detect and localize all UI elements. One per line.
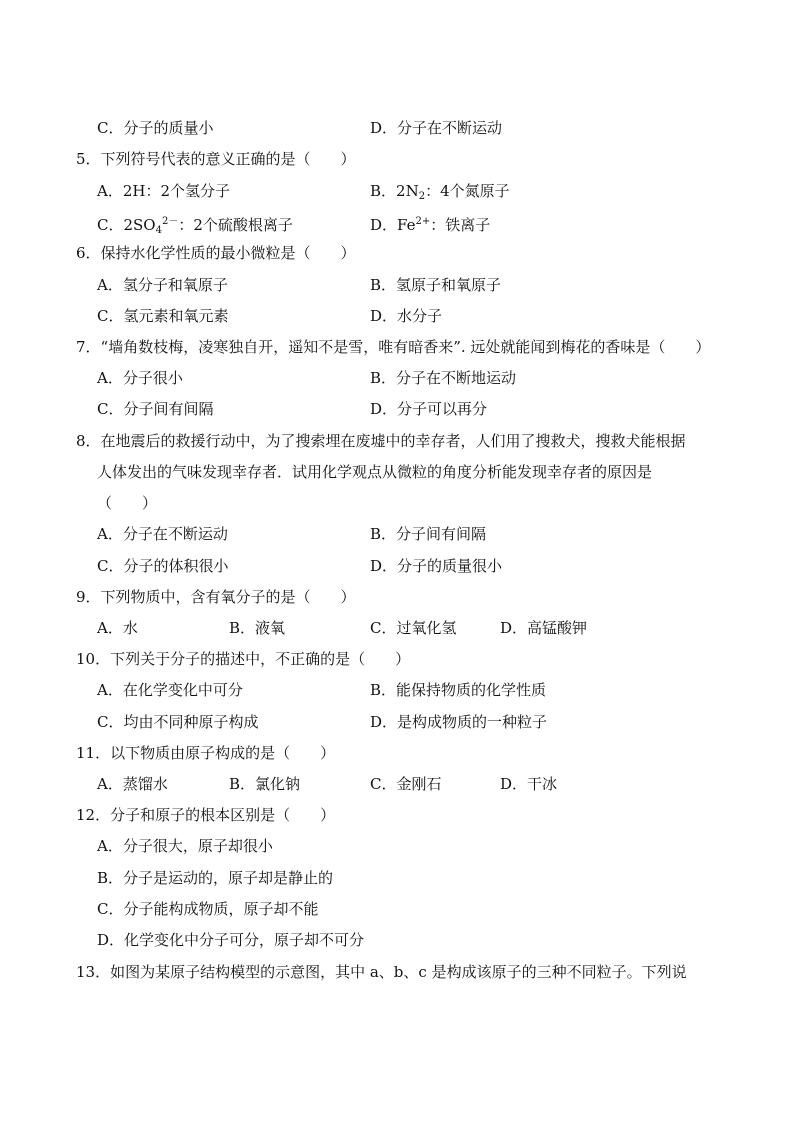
q8-option-c: C．分子的体积很小 <box>97 557 229 575</box>
q5-stem: 5．下列符号代表的意义正确的是（ ） <box>76 150 356 168</box>
q5-options-row-2 <box>0 211 794 236</box>
q8-option-b: B．分子间有间隔 <box>370 525 487 543</box>
q7-options-row-2 <box>0 398 794 420</box>
q4-option-c: C．分子的质量小 <box>97 119 214 137</box>
q6-option-d: D．水分子 <box>370 307 443 325</box>
q8-stem-row-1 <box>0 430 794 452</box>
q6-option-b: B．氢原子和氧原子 <box>370 276 502 294</box>
q9-options-row <box>0 617 794 639</box>
q9-option-a: A．水 <box>97 619 138 637</box>
q9-option-d: D．高锰酸钾 <box>500 619 588 637</box>
q11-option-b: B．氯化钠 <box>229 775 301 793</box>
q9-option-b: B．液氧 <box>229 619 286 637</box>
q10-option-a: A．在化学变化中可分 <box>97 681 243 699</box>
q8-stem-row-2 <box>0 461 794 483</box>
q7-stem-row <box>0 336 794 358</box>
q13-stem-row <box>0 961 794 983</box>
q12-stem: 12．分子和原子的根本区别是（ ） <box>76 806 336 824</box>
q10-options-row-1 <box>0 679 794 701</box>
q5-option-c: C．$2SO_4^{2-}$：2个硫酸根离子 <box>97 216 293 236</box>
q10-option-d: D．是构成物质的一种粒子 <box>370 713 548 731</box>
q6-stem: 6．保持水化学性质的最小微粒是（ ） <box>76 244 356 262</box>
q6-stem-row <box>0 242 794 264</box>
q12-option-b: B．分子是运动的，原子却是静止的 <box>97 869 334 887</box>
q7-option-c: C．分子间有间隔 <box>97 400 214 418</box>
q7-stem: 7．“墙角数枝梅，凌寒独自开，遥知不是雪，唯有暗香来”. 远处就能闻到梅花的香味是（ ） <box>76 338 711 356</box>
q5-option-a: A．2H：2个氢分子 <box>97 182 231 200</box>
q10-option-b: B．能保持物质的化学性质 <box>370 681 547 699</box>
q6-option-c: C．氢元素和氧元素 <box>97 307 229 325</box>
q6-option-a: A．氢分子和氧原子 <box>97 276 228 294</box>
q6-options-row-2 <box>0 305 794 327</box>
q8-option-d: D．分子的质量很小 <box>370 557 503 575</box>
q9-stem: 9．下列物质中，含有氧分子的是（ ） <box>76 588 356 606</box>
q12-stem-row <box>0 804 794 826</box>
q9-stem-row <box>0 586 794 608</box>
q12-option-a-row <box>0 835 794 857</box>
q12-option-a: A．分子很大，原子却很小 <box>97 837 273 855</box>
q5-option-b: B．$2N_2$：4个氮原子 <box>370 182 510 202</box>
q8-options-row-2 <box>0 555 794 577</box>
q11-stem: 11．以下物质由原子构成的是（ ） <box>76 744 336 762</box>
q12-option-b-row <box>0 867 794 889</box>
q8-stem-2: 人体发出的气味发现幸存者．试用化学观点从微粒的角度分析能发现幸存者的原因是 <box>97 463 653 481</box>
q11-option-a: A．蒸馏水 <box>97 775 168 793</box>
q12-option-c-row <box>0 898 794 920</box>
q10-stem: 10．下列关于分子的描述中，不正确的是（ ） <box>76 650 411 668</box>
q11-options-row <box>0 773 794 795</box>
q10-option-c: C．均由不同种原子构成 <box>97 713 259 731</box>
q8-stem-row-3 <box>0 492 794 514</box>
q8-option-a: A．分子在不断运动 <box>97 525 228 543</box>
q10-stem-row <box>0 648 794 670</box>
q11-stem-row <box>0 742 794 764</box>
q4-options-row <box>0 117 794 139</box>
q4-option-d: D．分子在不断运动 <box>370 119 503 137</box>
q8-options-row-1 <box>0 523 794 545</box>
q11-option-d: D．干冰 <box>500 775 558 793</box>
q7-option-b: B．分子在不断地运动 <box>370 369 517 387</box>
q12-option-c: C．分子能构成物质，原子却不能 <box>97 900 319 918</box>
q8-stem-3: （ ） <box>97 494 158 512</box>
q12-option-d-row <box>0 929 794 951</box>
q7-option-d: D．分子可以再分 <box>370 400 488 418</box>
q11-option-c: C．金刚石 <box>370 775 442 793</box>
q9-option-c: C．过氧化氢 <box>370 619 457 637</box>
q5-option-d: D．$Fe^{2+}$：铁离子 <box>370 216 491 234</box>
q7-option-a: A．分子很小 <box>97 369 183 387</box>
q6-options-row-1 <box>0 274 794 296</box>
q7-options-row-1 <box>0 367 794 389</box>
q10-options-row-2 <box>0 711 794 733</box>
q12-option-d: D．化学变化中分子可分，原子却不可分 <box>97 931 365 949</box>
q8-stem-1: 8．在地震后的救援行动中，为了搜索埋在废墟中的幸存者，人们用了搜救犬，搜救犬能根据 <box>76 432 686 450</box>
q5-stem-row <box>0 148 794 170</box>
q13-stem: 13．如图为某原子结构模型的示意图，其中 a、b、c 是构成该原子的三种不同粒子。下列说 <box>76 963 687 981</box>
q5-options-row-1 <box>0 180 794 202</box>
